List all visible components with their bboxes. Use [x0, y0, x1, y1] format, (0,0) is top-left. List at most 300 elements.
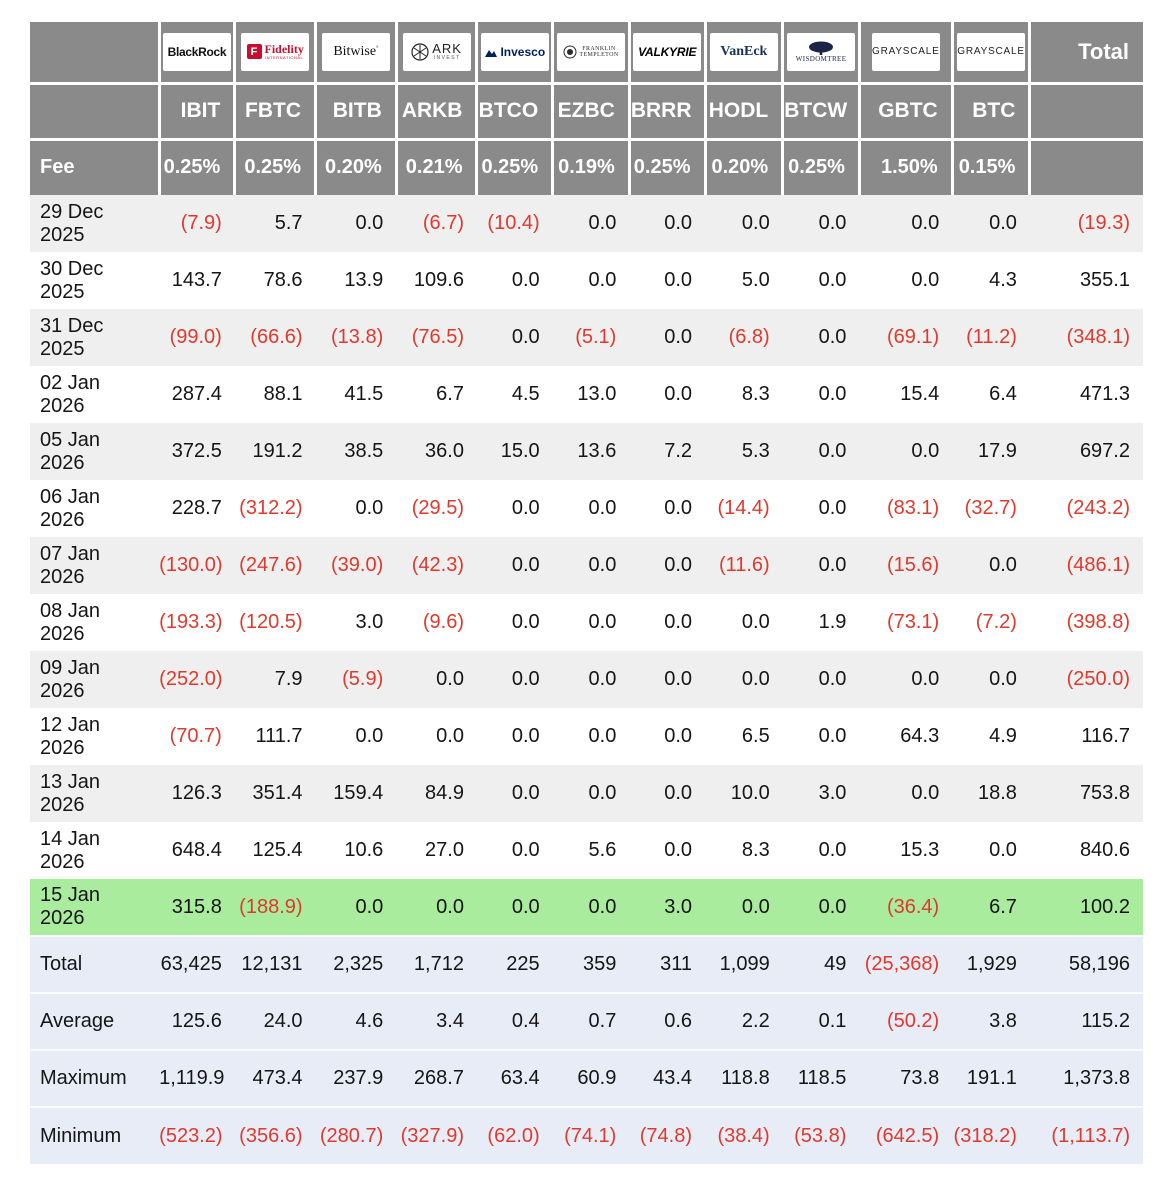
- ticker-ibit: IBIT: [159, 83, 235, 139]
- flow-value: 0.0: [783, 708, 860, 765]
- ticker-btco: BTCO: [477, 83, 553, 139]
- flow-value: 0.0: [396, 879, 477, 936]
- summary-value: 24.0: [235, 993, 316, 1050]
- flow-value: 15.3: [859, 822, 952, 879]
- flow-value: 0.0: [477, 822, 553, 879]
- fidelity-subtext: INTERNATIONAL: [265, 55, 304, 61]
- flow-value: 10.0: [705, 765, 783, 822]
- logo-chip-arkb: [403, 33, 471, 71]
- table-header: [30, 22, 1143, 195]
- logo-chip-fbtc: [241, 33, 309, 71]
- logo-row: [30, 22, 1143, 83]
- summary-value: 237.9: [316, 1050, 397, 1107]
- summary-value: 0.6: [629, 993, 705, 1050]
- flow-value: (11.6): [705, 537, 783, 594]
- flow-value: (247.6): [235, 537, 316, 594]
- invesco-logo: [484, 45, 545, 59]
- flow-value: 7.2: [629, 423, 705, 480]
- row-date: 30 Dec 2025: [30, 252, 159, 309]
- fund-logo-cell-btc: [952, 22, 1030, 83]
- flow-value: 0.0: [629, 309, 705, 366]
- flow-value: 8.3: [705, 366, 783, 423]
- flow-value: 0.0: [477, 879, 553, 936]
- flow-value: 1.9: [783, 594, 860, 651]
- summary-value: 1,712: [396, 936, 477, 993]
- ticker-gbtc: GBTC: [859, 83, 952, 139]
- fee-row-label: Fee: [30, 139, 159, 195]
- summary-value: 63.4: [477, 1050, 553, 1107]
- flow-value: 0.0: [783, 879, 860, 936]
- flow-value: 0.0: [316, 480, 397, 537]
- row-date: 15 Jan 2026: [30, 879, 159, 936]
- logo-chip-ezbc: [557, 33, 625, 71]
- flow-value: 0.0: [553, 480, 630, 537]
- flow-value: 7.9: [235, 651, 316, 708]
- summary-value: 473.4: [235, 1050, 316, 1107]
- summary-value: (38.4): [705, 1107, 783, 1164]
- flow-value: 0.0: [629, 765, 705, 822]
- flow-value: 6.7: [396, 366, 477, 423]
- summary-total-value: 115.2: [1030, 993, 1143, 1050]
- summary-value: 268.7: [396, 1050, 477, 1107]
- flow-value: 13.9: [316, 252, 397, 309]
- flow-value: (11.2): [952, 309, 1030, 366]
- summary-row-total: [30, 936, 1143, 993]
- ticker-row-label-cell: [30, 83, 159, 139]
- table-row: [30, 651, 1143, 708]
- flow-value: 191.2: [235, 423, 316, 480]
- flow-value: 315.8: [159, 879, 235, 936]
- row-total-value: (19.3): [1030, 195, 1143, 252]
- fund-logo-cell-bitb: [316, 22, 397, 83]
- flow-value: 372.5: [159, 423, 235, 480]
- flow-value: 0.0: [553, 195, 630, 252]
- flow-value: 5.0: [705, 252, 783, 309]
- flow-value: 84.9: [396, 765, 477, 822]
- flow-value: 18.8: [952, 765, 1030, 822]
- flow-value: 0.0: [477, 252, 553, 309]
- ark-wordmark: ARK: [432, 41, 462, 57]
- franklin-templeton-logo: [563, 45, 618, 59]
- flow-value: 13.6: [553, 423, 630, 480]
- etf-flows-table: [30, 22, 1143, 1164]
- flow-value: (188.9): [235, 879, 316, 936]
- ticker-btc: BTC: [952, 83, 1030, 139]
- summary-value: 2.2: [705, 993, 783, 1050]
- flow-value: 0.0: [629, 537, 705, 594]
- franklin-wordmark-line1: FRANKLIN: [582, 45, 616, 52]
- flow-value: 8.3: [705, 822, 783, 879]
- flow-value: (193.3): [159, 594, 235, 651]
- flow-value: 38.5: [316, 423, 397, 480]
- fee-row: [30, 139, 1143, 195]
- ticker-brrr: BRRR: [629, 83, 705, 139]
- summary-value: (280.7): [316, 1107, 397, 1164]
- summary-value: (74.1): [553, 1107, 630, 1164]
- row-date: 14 Jan 2026: [30, 822, 159, 879]
- flow-value: (39.0): [316, 537, 397, 594]
- flow-value: 3.0: [316, 594, 397, 651]
- fidelity-f-icon: F: [247, 44, 262, 59]
- franklin-wordmark-line2: TEMPLETON: [579, 51, 619, 58]
- flow-value: 41.5: [316, 366, 397, 423]
- fidelity-logo: [247, 43, 304, 60]
- flow-value: 4.9: [952, 708, 1030, 765]
- flow-value: 15.4: [859, 366, 952, 423]
- row-date: 12 Jan 2026: [30, 708, 159, 765]
- summary-value: 118.8: [705, 1050, 783, 1107]
- invesco-wordmark: Invesco: [500, 44, 546, 59]
- flow-value: 159.4: [316, 765, 397, 822]
- row-total-value: 840.6: [1030, 822, 1143, 879]
- flow-value: 0.0: [553, 252, 630, 309]
- bitwise-logo: Bitwise°: [333, 43, 379, 59]
- flow-value: 0.0: [629, 708, 705, 765]
- fund-logo-cell-hodl: [705, 22, 783, 83]
- flow-value: 126.3: [159, 765, 235, 822]
- flow-value: 5.3: [705, 423, 783, 480]
- flow-value: 0.0: [952, 537, 1030, 594]
- flow-value: 0.0: [859, 252, 952, 309]
- flow-value: 0.0: [477, 708, 553, 765]
- fund-logo-cell-gbtc: [859, 22, 952, 83]
- invesco-mountain-icon: [484, 46, 498, 58]
- flow-value: 0.0: [783, 252, 860, 309]
- flow-value: 0.0: [783, 480, 860, 537]
- flow-value: 0.0: [316, 195, 397, 252]
- table-row: [30, 594, 1143, 651]
- row-date: 05 Jan 2026: [30, 423, 159, 480]
- flow-value: 0.0: [629, 480, 705, 537]
- fidelity-wordmark: Fidelity: [264, 42, 304, 57]
- ticker-hodl: HODL: [705, 83, 783, 139]
- row-date: 02 Jan 2026: [30, 366, 159, 423]
- fee-fbtc: 0.25%: [235, 139, 316, 195]
- flow-value: (69.1): [859, 309, 952, 366]
- valkyrie-logo: VALKYRIE: [638, 44, 697, 59]
- summary-value: 0.1: [783, 993, 860, 1050]
- flow-value: 0.0: [705, 195, 783, 252]
- ticker-ezbc: EZBC: [553, 83, 630, 139]
- summary-value: 60.9: [553, 1050, 630, 1107]
- summary-value: 118.5: [783, 1050, 860, 1107]
- flow-value: 648.4: [159, 822, 235, 879]
- flow-value: 0.0: [783, 822, 860, 879]
- flow-value: 0.0: [477, 537, 553, 594]
- summary-value: (327.9): [396, 1107, 477, 1164]
- flow-value: 0.0: [952, 651, 1030, 708]
- flow-value: 6.4: [952, 366, 1030, 423]
- flow-value: 0.0: [783, 537, 860, 594]
- wisdomtree-wordmark: WISDOMTREE: [795, 54, 847, 63]
- table-row: [30, 708, 1143, 765]
- row-date: 07 Jan 2026: [30, 537, 159, 594]
- table-row: [30, 366, 1143, 423]
- flow-value: (83.1): [859, 480, 952, 537]
- flow-value: (6.7): [396, 195, 477, 252]
- row-total-value: (243.2): [1030, 480, 1143, 537]
- summary-total-value: (1,113.7): [1030, 1107, 1143, 1164]
- logo-chip-hodl: [710, 33, 778, 71]
- flow-value: (7.2): [952, 594, 1030, 651]
- flow-value: 0.0: [477, 765, 553, 822]
- flow-value: 0.0: [629, 195, 705, 252]
- logo-chip-bitb: [322, 33, 390, 71]
- flow-value: (42.3): [396, 537, 477, 594]
- flow-value: 0.0: [629, 366, 705, 423]
- flow-value: (312.2): [235, 480, 316, 537]
- flow-value: 0.0: [477, 480, 553, 537]
- summary-value: (62.0): [477, 1107, 553, 1164]
- flow-value: 0.0: [783, 651, 860, 708]
- flow-value: (130.0): [159, 537, 235, 594]
- logo-chip-brrr: [633, 33, 701, 71]
- flow-value: 0.0: [553, 879, 630, 936]
- flow-value: 27.0: [396, 822, 477, 879]
- row-date: 06 Jan 2026: [30, 480, 159, 537]
- flow-value: (76.5): [396, 309, 477, 366]
- flow-value: 0.0: [705, 594, 783, 651]
- fee-btco: 0.25%: [477, 139, 553, 195]
- fee-ezbc: 0.19%: [553, 139, 630, 195]
- summary-value: 12,131: [235, 936, 316, 993]
- summary-value: (642.5): [859, 1107, 952, 1164]
- flow-value: 0.0: [705, 879, 783, 936]
- logo-chip-gbtc: [872, 33, 940, 71]
- summary-value: (53.8): [783, 1107, 860, 1164]
- flow-value: 0.0: [629, 822, 705, 879]
- wisdomtree-tree-icon: [807, 41, 835, 56]
- flow-value: 0.0: [952, 195, 1030, 252]
- table-row: [30, 195, 1143, 252]
- row-date: 31 Dec 2025: [30, 309, 159, 366]
- summary-value: (74.8): [629, 1107, 705, 1164]
- flow-value: 0.0: [477, 309, 553, 366]
- fund-logo-cell-ezbc: [553, 22, 630, 83]
- flow-value: (5.9): [316, 651, 397, 708]
- summary-value: 311: [629, 936, 705, 993]
- fund-logo-cell-btcw: [783, 22, 860, 83]
- summary-total-value: 1,373.8: [1030, 1050, 1143, 1107]
- flow-value: 3.0: [783, 765, 860, 822]
- table-row-highlighted: [30, 879, 1143, 936]
- fund-logo-cell-brrr: [629, 22, 705, 83]
- flow-value: 351.4: [235, 765, 316, 822]
- flow-value: (7.9): [159, 195, 235, 252]
- summary-value: (25,368): [859, 936, 952, 993]
- summary-row-minimum: [30, 1107, 1143, 1164]
- flow-value: (9.6): [396, 594, 477, 651]
- flow-value: (15.6): [859, 537, 952, 594]
- flow-value: 0.0: [629, 594, 705, 651]
- flow-value: 0.0: [396, 708, 477, 765]
- summary-value: (318.2): [952, 1107, 1030, 1164]
- ticker-arkb: ARKB: [396, 83, 477, 139]
- flow-value: (252.0): [159, 651, 235, 708]
- flow-value: 4.5: [477, 366, 553, 423]
- grayscale-logo: GRAYSCALE: [957, 46, 1025, 58]
- row-total-value: (486.1): [1030, 537, 1143, 594]
- summary-value: 63,425: [159, 936, 235, 993]
- flow-value: 0.0: [629, 252, 705, 309]
- flow-value: 6.7: [952, 879, 1030, 936]
- flow-value: 0.0: [859, 765, 952, 822]
- summary-value: 1,119.9: [159, 1050, 235, 1107]
- flow-value: 0.0: [316, 879, 397, 936]
- ticker-fbtc: FBTC: [235, 83, 316, 139]
- summary-value: 43.4: [629, 1050, 705, 1107]
- fund-logo-cell-ibit: [159, 22, 235, 83]
- table-row: [30, 252, 1143, 309]
- fee-btc: 0.15%: [952, 139, 1030, 195]
- flow-value: 13.0: [553, 366, 630, 423]
- row-total-value: 697.2: [1030, 423, 1143, 480]
- flow-value: 64.3: [859, 708, 952, 765]
- row-total-value: 100.2: [1030, 879, 1143, 936]
- table-row: [30, 480, 1143, 537]
- fee-btcw: 0.25%: [783, 139, 860, 195]
- fee-gbtc: 1.50%: [859, 139, 952, 195]
- flow-value: 17.9: [952, 423, 1030, 480]
- flow-value: 0.0: [477, 594, 553, 651]
- flow-value: 0.0: [705, 651, 783, 708]
- flow-value: 3.0: [629, 879, 705, 936]
- summary-value: 0.4: [477, 993, 553, 1050]
- row-date: 29 Dec 2025: [30, 195, 159, 252]
- flow-value: 6.5: [705, 708, 783, 765]
- flow-value: (99.0): [159, 309, 235, 366]
- summary-value: 1,929: [952, 936, 1030, 993]
- flow-value: (10.4): [477, 195, 553, 252]
- logo-chip-btco: [481, 33, 549, 71]
- franklin-seal-icon: [563, 45, 577, 59]
- summary-value: 125.6: [159, 993, 235, 1050]
- table-row: [30, 765, 1143, 822]
- summary-value: 225: [477, 936, 553, 993]
- fee-arkb: 0.21%: [396, 139, 477, 195]
- row-total-value: (348.1): [1030, 309, 1143, 366]
- flow-value: 0.0: [783, 195, 860, 252]
- flow-value: 143.7: [159, 252, 235, 309]
- flow-value: 0.0: [553, 537, 630, 594]
- ticker-row: [30, 83, 1143, 139]
- row-total-value: (250.0): [1030, 651, 1143, 708]
- table-row: [30, 537, 1143, 594]
- flow-value: 0.0: [477, 651, 553, 708]
- table-body: [30, 195, 1143, 1164]
- summary-row-maximum: [30, 1050, 1143, 1107]
- summary-value: 4.6: [316, 993, 397, 1050]
- vaneck-logo: VanEck: [720, 43, 768, 59]
- blackrock-logo: BlackRock: [167, 44, 227, 59]
- flow-value: (29.5): [396, 480, 477, 537]
- flow-value: (73.1): [859, 594, 952, 651]
- summary-value: (356.6): [235, 1107, 316, 1164]
- summary-value: 3.4: [396, 993, 477, 1050]
- flow-value: (32.7): [952, 480, 1030, 537]
- logo-chip-ibit: [163, 33, 231, 71]
- flow-value: (6.8): [705, 309, 783, 366]
- summary-row-label: Total: [30, 936, 159, 993]
- fee-bitb: 0.20%: [316, 139, 397, 195]
- logo-chip-btcw: [787, 33, 855, 71]
- summary-row-label: Average: [30, 993, 159, 1050]
- flow-value: 111.7: [235, 708, 316, 765]
- flow-value: 78.6: [235, 252, 316, 309]
- flow-value: 0.0: [396, 651, 477, 708]
- flow-value: 0.0: [952, 822, 1030, 879]
- fee-total-empty-cell: [1030, 139, 1143, 195]
- flow-value: 0.0: [553, 765, 630, 822]
- flow-value: 88.1: [235, 366, 316, 423]
- flow-value: (66.6): [235, 309, 316, 366]
- flow-value: 5.6: [553, 822, 630, 879]
- flow-value: 15.0: [477, 423, 553, 480]
- summary-row-label: Minimum: [30, 1107, 159, 1164]
- flow-value: 0.0: [859, 651, 952, 708]
- flow-value: 109.6: [396, 252, 477, 309]
- summary-row-label: Maximum: [30, 1050, 159, 1107]
- flow-value: 0.0: [629, 651, 705, 708]
- flow-value: (36.4): [859, 879, 952, 936]
- summary-row-average: [30, 993, 1143, 1050]
- fund-logo-cell-fbtc: [235, 22, 316, 83]
- flow-value: 0.0: [553, 708, 630, 765]
- row-date: 13 Jan 2026: [30, 765, 159, 822]
- summary-value: 1,099: [705, 936, 783, 993]
- fund-logo-cell-arkb: [396, 22, 477, 83]
- flow-value: 36.0: [396, 423, 477, 480]
- flow-value: 0.0: [859, 423, 952, 480]
- flow-value: 0.0: [553, 651, 630, 708]
- flow-value: 0.0: [859, 195, 952, 252]
- row-total-value: 355.1: [1030, 252, 1143, 309]
- summary-value: 2,325: [316, 936, 397, 993]
- summary-value: 3.8: [952, 993, 1030, 1050]
- row-date: 09 Jan 2026: [30, 651, 159, 708]
- summary-value: 359: [553, 936, 630, 993]
- bitwise-degree-mark: °: [376, 45, 379, 52]
- summary-value: 49: [783, 936, 860, 993]
- flow-value: (14.4): [705, 480, 783, 537]
- row-total-value: 753.8: [1030, 765, 1143, 822]
- flow-value: 4.3: [952, 252, 1030, 309]
- fee-hodl: 0.20%: [705, 139, 783, 195]
- flow-value: (70.7): [159, 708, 235, 765]
- ticker-bitb: BITB: [316, 83, 397, 139]
- summary-value: (50.2): [859, 993, 952, 1050]
- grayscale-logo: GRAYSCALE: [872, 46, 940, 58]
- flow-value: 125.4: [235, 822, 316, 879]
- row-total-value: 471.3: [1030, 366, 1143, 423]
- table-row: [30, 309, 1143, 366]
- summary-value: 191.1: [952, 1050, 1030, 1107]
- flow-value: 287.4: [159, 366, 235, 423]
- ticker-total-empty-cell: [1030, 83, 1143, 139]
- fee-brrr: 0.25%: [629, 139, 705, 195]
- row-total-value: (398.8): [1030, 594, 1143, 651]
- logo-chip-btc: [957, 33, 1025, 71]
- ticker-btcw: BTCW: [783, 83, 860, 139]
- flow-value: 0.0: [783, 423, 860, 480]
- flow-value: (120.5): [235, 594, 316, 651]
- flow-value: 0.0: [553, 594, 630, 651]
- flow-value: 0.0: [783, 309, 860, 366]
- total-column-header: Total: [1030, 22, 1143, 83]
- flow-value: 0.0: [316, 708, 397, 765]
- ark-invest-logo: [411, 42, 462, 61]
- table-row: [30, 423, 1143, 480]
